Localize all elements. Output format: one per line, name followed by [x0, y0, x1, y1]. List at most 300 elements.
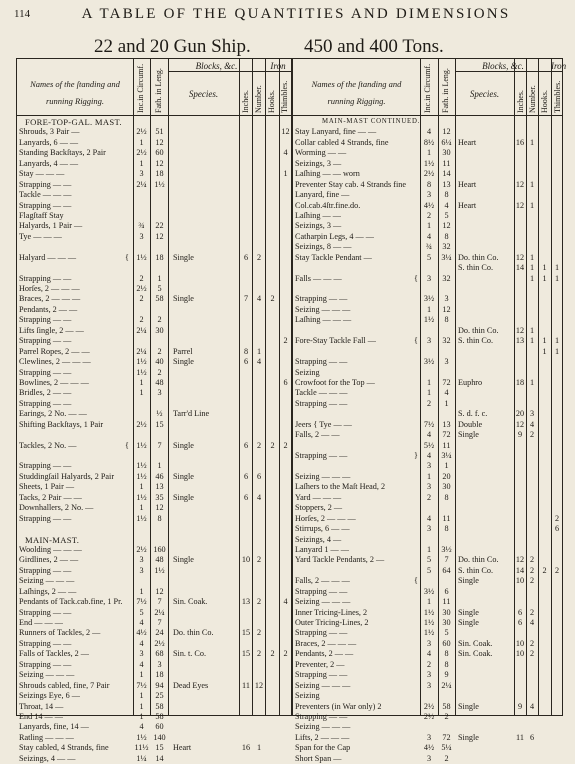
rigging-name: Strapping — —	[295, 357, 348, 367]
block-number: 4	[529, 419, 535, 429]
block-species: Parrel	[173, 346, 193, 356]
iron-thimbles: 6	[554, 524, 560, 534]
table-row	[292, 681, 563, 691]
circumference-value: 1	[426, 471, 432, 481]
rigging-name: Falls, 2 — —	[295, 430, 340, 440]
circumference-value: 1½	[136, 513, 147, 523]
running-title: A TABLE OF THE QUANTITIES AND DIMENSIONS	[81, 6, 511, 22]
circumference-value: 3½	[423, 357, 435, 367]
block-species: Single	[458, 618, 479, 627]
table-row	[292, 201, 563, 211]
block-inches: 12	[515, 179, 525, 189]
rigging-name: Halyards, 1 Pair —	[19, 221, 83, 231]
table-row	[17, 566, 291, 576]
rigging-name: Seizing — — —	[295, 471, 351, 481]
table-row	[17, 284, 291, 294]
length-value: 15	[155, 743, 164, 753]
length-value: 8	[444, 649, 449, 659]
table-row	[17, 253, 291, 263]
table-row	[17, 294, 291, 304]
table-row	[17, 388, 291, 398]
iron-hooks: 1	[542, 263, 547, 273]
block-number: 2	[529, 430, 535, 440]
length-value: 58	[442, 701, 451, 711]
length-value: 160	[153, 544, 166, 554]
circumference-value: 2	[426, 659, 432, 669]
table-row	[292, 169, 563, 179]
table-row	[17, 514, 291, 524]
rigging-name: Lanyards, fine, 14 —	[19, 722, 89, 732]
block-inches: 10	[515, 638, 525, 648]
inches-header: Inches.	[241, 90, 250, 113]
block-inches: 18	[515, 377, 525, 387]
circumference-value: 1	[139, 503, 144, 513]
table-row	[17, 493, 291, 503]
circumference-value: 3	[426, 732, 432, 742]
iron-thimbles: 2	[283, 336, 288, 346]
length-value: 8	[444, 492, 449, 502]
brace: }	[414, 451, 418, 460]
length-value: 11	[442, 513, 451, 523]
iron-thimbles: 4	[283, 148, 288, 158]
subtitle-tons: 450 and 400 Tons.	[304, 36, 444, 57]
names-header-line1: Names of the ſtanding and	[311, 79, 402, 89]
subtitle-ship: 22 and 20 Gun Ship.	[94, 36, 251, 57]
table-row	[17, 211, 291, 221]
rigging-name: Seizings, 8 — —	[295, 242, 352, 252]
circumference-value: ¾	[138, 221, 145, 231]
circumference-value: ¾	[425, 242, 433, 252]
length-value: 12	[155, 586, 164, 596]
section-heading: MAIN-MAST.	[25, 534, 80, 545]
brace: {	[414, 273, 418, 283]
block-species: Single	[173, 555, 194, 565]
circumference-value: 4	[426, 513, 432, 523]
circumference-value: 4	[426, 127, 432, 137]
iron-header: Iron	[551, 61, 567, 71]
length-value: 72	[442, 377, 451, 387]
circumference-value: 1	[139, 691, 144, 701]
block-inches: 12	[515, 200, 525, 210]
length-value: 60	[442, 638, 451, 648]
block-number: 2	[529, 607, 535, 617]
length-value: 7	[157, 440, 162, 450]
rigging-name: Pendants, 2 — —	[19, 304, 78, 314]
length-value: 30	[442, 148, 451, 158]
table-row	[17, 587, 291, 597]
block-inches: 10	[241, 555, 251, 565]
circumference-value: 3	[426, 680, 432, 690]
rigging-name: Seizing — — —	[19, 576, 75, 586]
table-row	[292, 555, 563, 565]
table-row	[17, 232, 291, 242]
circumference-value: 5	[426, 565, 432, 575]
rigging-name: Worming — —	[295, 148, 347, 158]
iron-header: Iron	[270, 61, 286, 71]
table-row	[292, 702, 563, 712]
table-row	[292, 253, 563, 263]
circumference-value: 2¼	[136, 346, 147, 356]
names-header-line2: running Rigging.	[45, 96, 105, 106]
table-row	[17, 263, 291, 273]
circumference-value: 4	[426, 231, 432, 241]
rigging-name: Preventer, 2 —	[295, 659, 345, 669]
length-value: 14	[155, 753, 164, 763]
circumference-value: 2½	[136, 127, 147, 137]
length-value: 60	[155, 722, 164, 732]
table-row	[292, 242, 563, 252]
length-value: 30	[442, 607, 451, 617]
length-value: 1	[444, 398, 449, 408]
length-value: 40	[155, 357, 164, 367]
block-inches: 6	[517, 607, 523, 617]
rigging-table	[16, 58, 567, 763]
table-row	[292, 305, 563, 315]
circumference-value: 1½	[136, 461, 147, 471]
rigging-name: Pendants of Tack.cab.fine, 1 Pr.	[19, 597, 123, 607]
length-value: 8	[444, 315, 449, 325]
rigging-name: Strapping — —	[19, 336, 72, 346]
circumference-value: 4	[139, 722, 144, 732]
block-number: 1	[529, 273, 535, 283]
circumference-value: 2¼	[136, 179, 147, 189]
rigging-name: Woolding — — —	[19, 544, 82, 554]
table-row	[17, 535, 291, 545]
length-value: 20	[442, 471, 451, 481]
table-row	[17, 702, 291, 712]
iron-thimbles: 1	[554, 263, 560, 273]
rigging-name: Shrouds cabled, fine, 7 Pair	[19, 680, 110, 690]
length-value: 30	[442, 618, 451, 627]
rigging-name: Tacks, 2 Pair — —	[19, 492, 82, 502]
table-row	[17, 503, 291, 513]
table-row	[292, 524, 563, 534]
rigging-name: Lanyard 1 — —	[295, 544, 349, 554]
length-value: 58	[155, 701, 164, 711]
rigging-name: Stirrups, 6 — —	[295, 524, 350, 534]
length-header: Fath. in Leng.	[154, 68, 163, 113]
rigging-name: End — — —	[19, 618, 63, 627]
block-inches: 8	[243, 346, 249, 356]
block-inches: 6	[243, 492, 249, 502]
circumference-value: 1½	[136, 357, 147, 367]
rigging-name: Clewlines, 2 — — —	[19, 357, 91, 367]
circumference-value: 2½	[136, 284, 147, 293]
block-number: 4	[529, 701, 535, 711]
length-value: 11	[442, 158, 451, 168]
length-value: 13	[155, 482, 164, 492]
circumference-value: 1½	[136, 252, 147, 262]
circumference-value: 1	[426, 377, 432, 387]
rigging-name: Tye — — —	[19, 231, 62, 241]
rule	[455, 71, 551, 72]
block-species: Sin. Coak.	[458, 638, 493, 648]
rigging-name: Inner Tricing-Lines, 2	[295, 607, 368, 617]
length-value: 9	[444, 670, 449, 680]
block-number: 4	[256, 492, 262, 502]
block-inches: 14	[515, 263, 525, 273]
block-number: 1	[256, 346, 262, 356]
table-row	[292, 503, 563, 513]
length-value: 60	[155, 148, 164, 158]
blocks-header: Blocks, &c.	[195, 61, 238, 71]
left-rigging-list	[17, 117, 291, 764]
length-value: 2	[157, 367, 162, 377]
table-row	[17, 733, 291, 743]
iron-thimbles: 6	[283, 377, 288, 387]
rigging-name: Strapping — —	[295, 586, 348, 596]
circumference-value: 7½	[136, 597, 147, 607]
circumference-value: 2	[426, 398, 432, 408]
table-row	[292, 284, 563, 294]
rigging-name: Strapping — —	[19, 200, 72, 210]
rigging-name: Col.cab.4ſtr.fine.do.	[295, 200, 361, 210]
length-value: 13	[442, 179, 451, 189]
rigging-name: Horſes, 2 — — —	[19, 284, 80, 293]
rigging-name: Strapping — —	[19, 607, 72, 617]
block-number: 2	[529, 649, 535, 659]
circumference-value: 1½	[423, 607, 435, 617]
block-inches: 7	[243, 294, 249, 304]
table-row	[17, 305, 291, 315]
circumference-value: 2	[139, 315, 144, 325]
table-row	[17, 399, 291, 409]
rigging-name: Falls, 2 — — —	[295, 576, 350, 586]
block-species: Single	[458, 430, 479, 440]
length-value: 11	[442, 597, 451, 607]
rigging-name: Seizings, 4 — —	[19, 753, 76, 763]
circumference-value: 3	[426, 638, 432, 648]
table-row	[292, 211, 563, 221]
length-value: 32	[442, 273, 451, 283]
table-row	[17, 722, 291, 732]
length-value: 64	[442, 565, 451, 575]
rigging-name: Seizings, 4 —	[295, 534, 342, 544]
blocks-header: Blocks, &c.	[482, 61, 524, 71]
circumference-value: 3	[139, 565, 144, 575]
rigging-name: Laſhers to the Maſt Head, 2	[295, 482, 386, 492]
circumference-value: 1	[139, 701, 144, 711]
block-species: Sin. Coak.	[173, 597, 208, 607]
block-number: 1	[529, 252, 535, 262]
circumference-value: 1	[139, 711, 144, 721]
rigging-name: Seizing — — —	[295, 597, 351, 607]
block-inches: 16	[241, 743, 251, 753]
rigging-name: Laſhing — —	[295, 210, 341, 220]
table-row	[292, 576, 563, 586]
section-heading: MAIN-MAST CONTINUED.	[322, 118, 421, 125]
circumference-value: 3	[426, 753, 432, 763]
circumference-value: 1	[139, 137, 144, 147]
length-value: 2½	[154, 638, 165, 648]
circumference-value: 1	[139, 377, 144, 387]
block-species: Single	[458, 607, 479, 617]
table-row	[17, 628, 291, 638]
circumference-value: 5	[139, 607, 144, 617]
table-row	[292, 649, 563, 659]
iron-thimbles: 1	[554, 273, 560, 283]
right-rigging-list	[292, 117, 563, 764]
block-number: 1	[529, 336, 535, 346]
table-row	[17, 649, 291, 659]
length-value: 5¼	[441, 743, 452, 753]
circumference-value: 1½	[423, 158, 435, 168]
table-row	[17, 127, 291, 137]
table-row	[292, 691, 563, 701]
brace: {	[125, 252, 129, 262]
length-value: 2¼	[441, 680, 452, 690]
length-value: 94	[155, 680, 164, 690]
length-value: 8	[444, 231, 449, 241]
circumference-value: 2½	[136, 148, 147, 158]
block-number: 2	[256, 252, 262, 262]
table-row	[292, 670, 563, 680]
iron-thimbles: 1	[283, 169, 288, 179]
length-value: 8	[444, 659, 449, 669]
table-row	[292, 263, 563, 273]
circumference-value: 3	[426, 482, 432, 492]
circumference-value: 11½	[134, 743, 149, 753]
table-row	[292, 535, 563, 545]
circumference-value: 2	[139, 273, 144, 283]
table-row	[17, 660, 291, 670]
table-row	[292, 190, 563, 200]
rigging-name: Yard — — —	[295, 492, 342, 502]
table-row	[17, 576, 291, 586]
block-species: Euphro	[458, 377, 483, 387]
length-value: 3¼	[441, 252, 452, 262]
circumference-value: 3	[426, 273, 432, 283]
table-row	[292, 566, 563, 576]
number-header: Number.	[254, 85, 263, 113]
rigging-name: Seizing — — —	[19, 670, 75, 680]
length-value: 24	[155, 628, 164, 638]
block-species: Single	[173, 471, 194, 481]
block-number: 2	[529, 576, 535, 586]
rigging-name: Shrouds, 3 Pair —	[19, 127, 80, 137]
table-row	[292, 159, 563, 169]
length-value: 8	[444, 190, 449, 200]
length-value: 6¼	[441, 137, 452, 147]
block-species: S. d. f. c.	[458, 409, 488, 419]
block-inches: 12	[515, 325, 525, 335]
length-value: 18	[155, 670, 164, 680]
circumference-value: 3	[426, 670, 432, 680]
rigging-name: Strapping — —	[295, 670, 348, 680]
length-value: 3	[444, 357, 449, 367]
rigging-name: Falls — — —	[295, 273, 342, 283]
rigging-name: Laſhings, 2 — —	[19, 586, 77, 596]
rigging-name: Stay Lanyard, fine — —	[295, 127, 377, 137]
rigging-name: Preventers (in War only) 2	[295, 701, 382, 711]
circumference-value: 1¼	[136, 753, 147, 763]
rigging-name: Strapping — —	[19, 179, 72, 189]
circumference-value: 8½	[423, 137, 435, 147]
table-row	[17, 409, 291, 419]
names-header-line1: Names of the ſtanding and	[30, 79, 120, 89]
rigging-name: Outer Tricing-Lines, 2	[295, 618, 369, 627]
circumference-value: 1½	[136, 440, 147, 450]
length-value: 6	[444, 586, 449, 596]
rigging-name: Braces, 2 — — —	[295, 638, 357, 648]
rigging-name: Tackles, 2 No. —	[19, 440, 77, 450]
rigging-name: Stay — — —	[19, 169, 65, 179]
rigging-name: Studdingſail Halyards, 2 Pair	[19, 471, 115, 481]
length-value: 2¼	[154, 607, 165, 617]
circumference-value: 4	[139, 618, 144, 627]
block-number: 6	[529, 732, 535, 742]
length-value: 12	[155, 231, 164, 241]
length-value: 5	[444, 210, 449, 220]
block-number: 4	[256, 357, 262, 367]
rigging-name: Lanyards, 4 — —	[19, 158, 79, 168]
table-row	[292, 472, 563, 482]
table-row	[17, 712, 291, 722]
rigging-name: Strapping — —	[19, 367, 72, 377]
length-value: 7	[157, 618, 162, 627]
table-row	[17, 138, 291, 148]
circumference-value: 2½	[136, 419, 147, 429]
table-row	[292, 326, 563, 336]
circumference-value: 1	[426, 388, 432, 398]
rigging-name: Catharpin Legs, 4 — —	[295, 231, 374, 241]
table-row	[292, 482, 563, 492]
rule	[265, 71, 291, 72]
block-species: S. thin Co.	[458, 336, 494, 346]
table-row	[292, 743, 563, 753]
block-species: Single	[458, 701, 479, 711]
table-row	[17, 315, 291, 325]
number-header: Number.	[528, 85, 537, 113]
table-row	[292, 294, 563, 304]
table-row	[292, 597, 563, 607]
block-number: 2	[529, 555, 535, 565]
block-species: Heart	[458, 200, 477, 210]
table-row	[17, 326, 291, 336]
block-inches: 10	[515, 576, 525, 586]
rigging-name: Strapping — —	[295, 451, 348, 460]
block-inches: 12	[515, 555, 525, 565]
rigging-name: Braces, 2 — — —	[19, 294, 81, 304]
table-row	[292, 493, 563, 503]
table-row	[292, 545, 563, 555]
hooks-header: Hooks.	[540, 90, 549, 113]
page-number: 114	[14, 8, 31, 20]
iron-hooks: 2	[270, 440, 275, 450]
length-value: 35	[155, 492, 164, 502]
table-row	[17, 597, 291, 607]
length-value: 12	[155, 158, 164, 168]
length-value: 25	[155, 691, 164, 701]
rigging-name: Strapping — —	[19, 565, 72, 575]
circumference-value: 1	[426, 221, 432, 231]
names-header-line2: running Rigging.	[327, 96, 386, 106]
block-number: 2	[529, 638, 535, 648]
block-inches: 9	[517, 430, 523, 440]
circumference-value: 3	[426, 524, 432, 534]
rigging-name: Standing Backſtays, 2 Pair	[19, 148, 106, 158]
length-value: 13	[442, 419, 451, 429]
block-number: 2	[256, 628, 262, 638]
table-row	[292, 388, 563, 398]
rigging-name: Shifting Backſtays, 1 Pair	[19, 419, 104, 429]
circumference-value: 2½	[136, 544, 147, 554]
rigging-name: Strapping — —	[295, 398, 348, 408]
hooks-header: Hooks.	[267, 90, 276, 113]
table-row	[17, 482, 291, 492]
block-number: 2	[256, 555, 262, 565]
block-species: Tarr'd Line	[173, 409, 210, 419]
